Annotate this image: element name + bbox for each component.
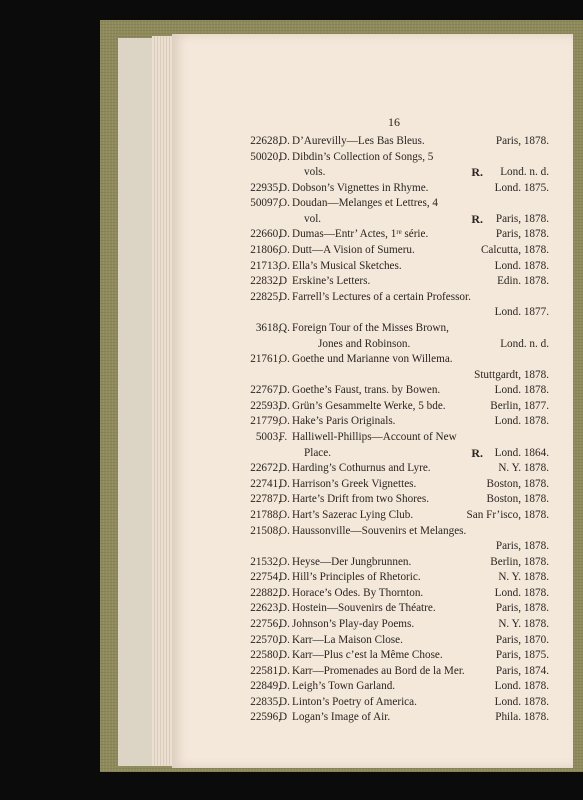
entry-imprint: Lond. n. d. [500, 337, 549, 350]
catalog-entry-line [247, 446, 549, 461]
catalog-number: 21761, [250, 353, 281, 366]
catalog-number: 50020, [250, 150, 281, 163]
catalog-entry-line [247, 150, 549, 165]
entry-imprint: Lond. 1877. [494, 306, 549, 319]
catalog-number: 3618, [255, 321, 281, 334]
entry-title: Heyse—Der Jungbrunnen. [292, 555, 412, 568]
entry-imprint: N. Y. 1878. [498, 571, 549, 584]
catalog-entry-line [247, 399, 549, 414]
catalog-entry-line [247, 352, 549, 367]
catalog-number: 22756, [250, 617, 281, 630]
entry-title: Dutt—A Vision of Sumeru. [292, 244, 415, 257]
catalog-entry-line [247, 196, 549, 211]
entry-imprint: Stuttgardt, 1878. [474, 368, 549, 381]
shelf-class: O. [279, 555, 290, 568]
entry-title: Foreign Tour of the Misses Brown, [292, 321, 449, 334]
entry-title: Karr—La Maison Close. [292, 633, 403, 646]
catalog-entry-line [247, 383, 549, 398]
entry-imprint: Lond. 1878. [494, 384, 549, 397]
catalog-number: 22849, [250, 680, 281, 693]
catalog-number: 22672, [250, 462, 281, 475]
catalog-number: 22767, [250, 384, 281, 397]
entry-title: Karr—Plus c’est la Même Chose. [292, 649, 443, 662]
catalog-entry-line [247, 243, 549, 258]
catalog-number: 21508, [250, 524, 281, 537]
catalog-number: 22593, [250, 399, 281, 412]
entry-title: Farrell’s Lectures of a certain Professor. [292, 290, 471, 303]
catalog-entry-line [247, 539, 549, 554]
entry-imprint: San Fr’isco, 1878. [466, 508, 549, 521]
entry-title: Halliwell-Phillips—Account of New [292, 431, 457, 444]
catalog-entry-line [247, 664, 549, 679]
shelf-class: D. [279, 493, 290, 506]
catalog-entry-line [247, 648, 549, 663]
catalog-entry-line [247, 570, 549, 585]
catalog-number: 22882, [250, 586, 281, 599]
shelf-class: D. [279, 617, 290, 630]
reference-marker: R. [471, 445, 483, 460]
catalog-entry-line [247, 165, 549, 180]
catalog-number: 22596, [250, 711, 281, 724]
catalog-number: 22754, [250, 571, 281, 584]
entry-title: Horace’s Odes. By Thornton. [292, 586, 424, 599]
shelf-class: O. [279, 508, 290, 521]
catalog-number: 22623, [250, 602, 281, 615]
shelf-class: O. [279, 259, 290, 272]
catalog-entry-line [247, 212, 549, 227]
shelf-class: D. [279, 135, 290, 147]
shelf-class: D [279, 711, 288, 724]
entry-imprint: N. Y. 1878. [498, 617, 549, 630]
entry-imprint: Paris, 1870. [495, 633, 549, 646]
entry-title: Doudan—Melanges et Lettres, 4 [292, 197, 439, 210]
entry-title-continued: Jones and Robinson. [318, 337, 411, 350]
catalog-number: 22935, [250, 181, 281, 194]
catalog-entry-line [247, 290, 549, 305]
shelf-class: D. [279, 649, 290, 662]
entry-title: Harding’s Cothurnus and Lyre. [292, 462, 431, 475]
entry-imprint: Paris, 1878. [495, 602, 549, 615]
catalog-entry-line [247, 321, 549, 336]
catalog-number: 21788, [250, 508, 281, 521]
shelf-class: D. [279, 384, 290, 397]
shelf-class: O. [279, 244, 290, 257]
entry-title: Harrison’s Greek Vignettes. [292, 477, 417, 490]
catalog-entry-line [247, 633, 549, 648]
catalog-number: 22741, [250, 477, 281, 490]
entry-imprint: Calcutta, 1878. [480, 244, 549, 257]
catalog-entry-line [247, 492, 549, 507]
catalog-entry-line [247, 477, 549, 492]
catalog-number: 22570, [250, 633, 281, 646]
catalog-number: 21713, [250, 259, 281, 272]
entry-title: Grün’s Gesammelte Werke, 5 bde. [292, 399, 446, 412]
entry-title: Dobson’s Vignettes in Rhyme. [292, 181, 429, 194]
catalog-entry-line [247, 259, 549, 274]
shelf-class: D. [279, 602, 290, 615]
catalog-number: 22825, [250, 290, 281, 303]
entry-imprint: Paris, 1878. [495, 212, 549, 225]
catalog-entry-line [247, 274, 549, 289]
shelf-class: D. [279, 680, 290, 693]
entry-title: Linton’s Poetry of America. [292, 695, 417, 708]
catalog-entry-line [247, 368, 549, 383]
catalog-number: 21806, [250, 244, 281, 257]
entry-title: Dibdin’s Collection of Songs, 5 [292, 150, 434, 163]
catalog-number: 5003, [255, 431, 281, 444]
entry-imprint: Lond. 1864. [494, 446, 549, 459]
entry-imprint: Lond. 1878. [494, 259, 549, 272]
catalog-entry-line [247, 430, 549, 445]
shelf-class: O. [279, 524, 290, 537]
shelf-class: D. [279, 633, 290, 646]
entry-imprint: Edin. 1878. [497, 275, 549, 288]
entry-title-continued: Place. [304, 446, 332, 459]
catalog-entry-line [247, 181, 549, 196]
shelf-class: O. [279, 415, 290, 428]
entry-title: Hake’s Paris Originals. [292, 415, 396, 428]
shelf-class: D. [279, 399, 290, 412]
entry-title: Ella’s Musical Sketches. [292, 259, 402, 272]
catalog-number: 22628, [250, 135, 281, 147]
entry-title: Logan’s Image of Air. [292, 711, 391, 724]
shelf-class: D. [279, 571, 290, 584]
shelf-class: D. [279, 228, 290, 241]
catalog-number: 22580, [250, 649, 281, 662]
shelf-class: D. [279, 695, 290, 708]
catalog-number: 22835, [250, 695, 281, 708]
entry-imprint: Berlin, 1878. [490, 555, 549, 568]
entry-title: Goethe und Marianne von Willema. [292, 353, 453, 366]
shelf-class: D. [279, 586, 290, 599]
entry-imprint: Lond. 1878. [494, 586, 549, 599]
catalog-entry-line [247, 337, 549, 352]
entry-title: Goethe’s Faust, trans. by Bowen. [292, 384, 441, 397]
entry-title: Harte’s Drift from two Shores. [292, 493, 430, 506]
shelf-class: O. [279, 197, 290, 210]
reference-marker: R. [471, 211, 483, 226]
entry-title-continued: vol. [304, 212, 322, 225]
entry-title: Hostein—Souvenirs de Théatre. [292, 602, 436, 615]
entry-imprint: Paris, 1878. [495, 540, 549, 553]
shelf-class: D. [279, 290, 290, 303]
entry-imprint: Paris, 1875. [495, 649, 549, 662]
shelf-class: O. [279, 353, 290, 366]
shelf-class: Q. [279, 321, 290, 334]
entry-title-continued: vols. [304, 166, 326, 179]
entry-imprint: Lond. 1878. [494, 695, 549, 708]
catalog-entry-line [247, 134, 549, 149]
catalog-number: 22660, [250, 228, 281, 241]
catalog-number: 50097, [250, 197, 281, 210]
entry-title: D’Aurevilly—Les Bas Bleus. [292, 135, 425, 147]
catalog-entry-line [247, 586, 549, 601]
catalog-entry-line [247, 414, 549, 429]
entry-title: Erskine’s Letters. [292, 275, 371, 288]
catalog-entry-line [247, 305, 549, 320]
entry-imprint: Lond. n. d. [500, 166, 549, 179]
catalog-number: 21779, [250, 415, 281, 428]
catalog-number: 22832, [250, 275, 281, 288]
entry-title: Hart’s Sazerac Lying Club. [292, 508, 414, 521]
shelf-class: D. [279, 181, 290, 194]
shelf-class: F. [279, 431, 288, 444]
entry-imprint: Paris, 1878. [495, 228, 549, 241]
reference-marker: R. [471, 165, 483, 180]
entry-imprint: N. Y. 1878. [498, 462, 549, 475]
catalog-entry-line [247, 461, 549, 476]
entry-imprint: Boston, 1878. [486, 477, 549, 490]
catalog-entry-line [247, 227, 549, 242]
page-number: 16 [388, 115, 400, 129]
catalog-entry-line [247, 710, 549, 725]
entry-imprint: Paris, 1878. [495, 135, 549, 147]
entry-title: Karr—Promenades au Bord de la Mer. [292, 664, 465, 677]
catalog-entry-line [247, 695, 549, 710]
shelf-class: D. [279, 664, 290, 677]
entry-imprint: Boston, 1878. [486, 493, 549, 506]
entry-title: Johnson’s Play-day Poems. [292, 617, 415, 630]
catalog-entry-line [247, 617, 549, 632]
catalog-entry-line [247, 601, 549, 616]
catalog-entry-line [247, 524, 549, 539]
catalog-number: 22787, [250, 493, 281, 506]
catalog-number: 21532, [250, 555, 281, 568]
entry-title: Leigh’s Town Garland. [292, 680, 396, 693]
entry-imprint: Berlin, 1877. [490, 399, 549, 412]
entry-title: Dumas—Entr’ Actes, 1ʳᵉ série. [292, 228, 429, 241]
entry-title: Haussonville—Souvenirs et Melanges. [292, 524, 467, 537]
catalog-entry-line [247, 555, 549, 570]
shelf-class: D. [279, 150, 290, 163]
entry-imprint: Lond. 1878. [494, 680, 549, 693]
catalog-number: 22581, [250, 664, 281, 677]
entry-title: Hill’s Principles of Rhetoric. [292, 571, 421, 584]
entry-imprint: Lond. 1878. [494, 415, 549, 428]
catalog-entry-line [247, 508, 549, 523]
entry-imprint: Lond. 1875. [494, 181, 549, 194]
shelf-class: D [279, 275, 288, 288]
entry-imprint: Paris, 1874. [495, 664, 549, 677]
shelf-class: D. [279, 477, 290, 490]
entry-imprint: Phila. 1878. [495, 711, 549, 724]
catalog-entry-line [247, 679, 549, 694]
shelf-class: D. [279, 462, 290, 475]
